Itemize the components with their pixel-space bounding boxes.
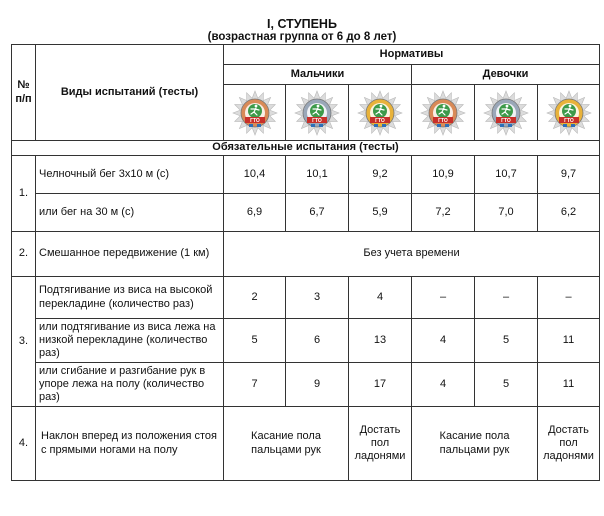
row-1b-girls-silver: 7,0 bbox=[475, 194, 538, 232]
standards-table bbox=[11, 44, 600, 481]
badge-cell-girls-bronze bbox=[412, 85, 475, 141]
row-3c-girls-gold: 11 bbox=[538, 363, 600, 407]
row-2-note: Без учета времени bbox=[224, 232, 600, 277]
row-1a-girls-silver: 10,7 bbox=[475, 156, 538, 194]
row-3b-boys-gold: 13 bbox=[349, 319, 412, 363]
row-3c-girls-silver: 5 bbox=[475, 363, 538, 407]
row-1-num: 1. bbox=[12, 156, 36, 232]
row-3-num: 3. bbox=[12, 277, 36, 407]
badge-cell-boys-bronze bbox=[224, 85, 286, 141]
badge-cell-girls-silver bbox=[475, 85, 538, 141]
row-1a-boys-bronze: 10,4 bbox=[224, 156, 286, 194]
gto-gold-badge-icon bbox=[546, 90, 592, 136]
row-1b-name: или бег на 30 м (с) bbox=[36, 194, 224, 232]
section-mandatory: Обязательные испытания (тесты) bbox=[12, 141, 600, 156]
row-1a-girls-gold: 9,7 bbox=[538, 156, 600, 194]
row-3a-boys-gold: 4 bbox=[349, 277, 412, 319]
svg-text:ГТО: ГТО bbox=[438, 117, 448, 124]
row-3a-girls-silver: – bbox=[475, 277, 538, 319]
row-1a-boys-gold: 9,2 bbox=[349, 156, 412, 194]
page-subtitle: (возрастная группа от 6 до 8 лет) bbox=[207, 31, 397, 43]
gto-silver-badge-icon bbox=[294, 90, 340, 136]
row-1a-girls-bronze: 10,9 bbox=[412, 156, 475, 194]
row-1a-name: Челночный бег 3х10 м (с) bbox=[36, 156, 224, 194]
header-girls: Девочки bbox=[412, 65, 600, 85]
header-tests: Виды испытаний (тесты) bbox=[36, 45, 224, 141]
badge-cell-girls-gold bbox=[538, 85, 600, 141]
badge-cell-boys-gold bbox=[349, 85, 412, 141]
page-title: I, СТУПЕНЬ bbox=[267, 17, 337, 31]
row-3c-boys-bronze: 7 bbox=[224, 363, 286, 407]
row-1b-boys-silver: 6,7 bbox=[286, 194, 349, 232]
row-3b-boys-bronze: 5 bbox=[224, 319, 286, 363]
header-boys: Мальчики bbox=[224, 65, 412, 85]
row-4-girls-high: Достать пол ладонями bbox=[538, 407, 600, 481]
row-3c-girls-bronze: 4 bbox=[412, 363, 475, 407]
row-4-num: 4. bbox=[12, 407, 36, 481]
row-3b-girls-bronze: 4 bbox=[412, 319, 475, 363]
gto-silver-badge-icon bbox=[483, 90, 529, 136]
row-3a-girls-gold: – bbox=[538, 277, 600, 319]
row-3b-girls-silver: 5 bbox=[475, 319, 538, 363]
row-4-name: Наклон вперед из положения стоя с прямыми ногами на полу bbox=[36, 407, 224, 481]
gto-bronze-badge-icon bbox=[232, 90, 278, 136]
row-3b-name: или подтягивание из виса лежа на низкой перекладине (количество раз) bbox=[36, 319, 224, 363]
badge-cell-boys-silver bbox=[286, 85, 349, 141]
row-1a-boys-silver: 10,1 bbox=[286, 156, 349, 194]
row-1b-girls-gold: 6,2 bbox=[538, 194, 600, 232]
row-3c-name: или сгибание и разгибание рук в упоре лежа на полу (количество раз) bbox=[36, 363, 224, 407]
row-3a-boys-bronze: 2 bbox=[224, 277, 286, 319]
row-3a-name: Подтягивание из виса на высокой перекладине (количество раз) bbox=[36, 277, 224, 319]
header-standards: Нормативы bbox=[224, 45, 600, 65]
svg-text:ГТО: ГТО bbox=[563, 117, 574, 124]
row-3c-boys-silver: 9 bbox=[286, 363, 349, 407]
svg-text:ГТО: ГТО bbox=[501, 117, 511, 124]
row-2-name: Смешанное передвижение (1 км) bbox=[36, 232, 224, 277]
gto-bronze-badge-icon bbox=[420, 90, 466, 136]
row-4-girls-low: Касание пола пальцами рук bbox=[412, 407, 538, 481]
row-2-num: 2. bbox=[12, 232, 36, 277]
svg-text:ГТО: ГТО bbox=[375, 117, 385, 124]
gto-gold-badge-icon bbox=[357, 90, 403, 136]
row-4-boys-low: Касание пола пальцами рук bbox=[224, 407, 349, 481]
row-1b-boys-gold: 5,9 bbox=[349, 194, 412, 232]
row-3b-boys-silver: 6 bbox=[286, 319, 349, 363]
row-3a-girls-bronze: – bbox=[412, 277, 475, 319]
row-3b-girls-gold: 11 bbox=[538, 319, 600, 363]
row-1b-girls-bronze: 7,2 bbox=[412, 194, 475, 232]
header-num: № п/п bbox=[12, 45, 36, 141]
row-1b-boys-bronze: 6,9 bbox=[224, 194, 286, 232]
row-4-boys-high: Достать пол ладонями bbox=[349, 407, 412, 481]
svg-text:ГТО: ГТО bbox=[249, 117, 260, 124]
row-3a-boys-silver: 3 bbox=[286, 277, 349, 319]
svg-text:ГТО: ГТО bbox=[312, 117, 322, 124]
row-3c-boys-gold: 17 bbox=[349, 363, 412, 407]
